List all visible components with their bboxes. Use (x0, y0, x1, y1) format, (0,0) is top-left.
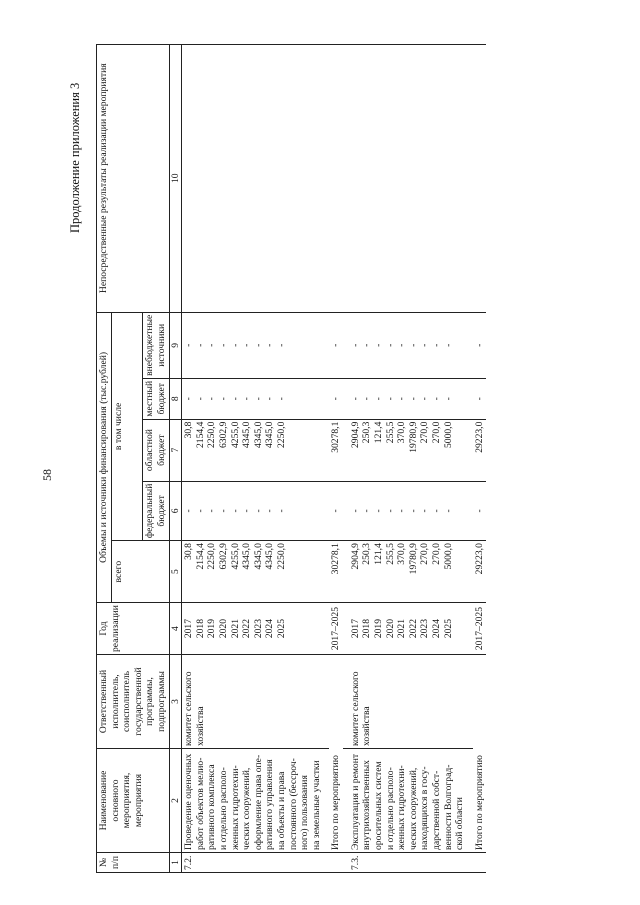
amount: 19780,9 (407, 421, 419, 453)
amount: 2250,0 (206, 421, 218, 448)
amount: - (442, 343, 454, 347)
amount: 4345,0 (264, 543, 276, 570)
amount: - (407, 397, 419, 401)
amount: - (194, 509, 206, 513)
amount: - (275, 397, 287, 401)
amount: - (241, 343, 253, 347)
local-cell (349, 378, 467, 419)
amount: - (241, 397, 253, 401)
text-line: Эксплуатация и ремонт (349, 753, 361, 850)
total-year: 2017–2025 (473, 603, 487, 655)
amount: - (229, 509, 241, 513)
amount: - (183, 397, 195, 401)
amount: 2154,4 (194, 543, 206, 570)
total-year: 2017–2025 (329, 603, 343, 655)
column-index-row (169, 44, 182, 872)
amount: 250,3 (361, 421, 373, 444)
amount: - (419, 343, 431, 347)
table-row (349, 44, 467, 872)
amount: - (194, 397, 206, 401)
text-line: хозяйства (361, 706, 373, 746)
amount: 5000,0 (442, 543, 454, 570)
header-total: всего (111, 541, 169, 603)
header-federal: федеральный бюджет (143, 481, 169, 541)
amount: - (431, 397, 443, 401)
amount: - (384, 343, 396, 347)
amount: 370,0 (396, 421, 408, 444)
amount: 2250,0 (206, 543, 218, 570)
header-row-1 (97, 44, 112, 872)
year: 2022 (241, 618, 253, 639)
amount: - (275, 343, 287, 347)
amount: - (396, 343, 408, 347)
amount: - (407, 343, 419, 347)
amount: - (373, 343, 385, 347)
col-index: 9 (169, 312, 182, 378)
header-funding: Объемы и источники финансирования (тыс.рублей) (97, 312, 112, 602)
year: 2021 (396, 618, 408, 639)
table-row-total (329, 44, 343, 872)
years-cell (182, 603, 324, 655)
year: 2025 (442, 618, 454, 639)
total-extrabudget: - (329, 312, 343, 378)
col-index: 2 (169, 749, 182, 853)
col-index: 3 (169, 655, 182, 749)
col-index: 8 (169, 378, 182, 419)
amount: - (373, 509, 385, 513)
text-line: хозяйства (194, 706, 206, 746)
header-regional: областной бюджет (143, 419, 169, 481)
text-line: ческих сооружений, (241, 767, 253, 850)
amount: - (183, 343, 195, 347)
total-local: - (473, 378, 487, 419)
text-line: постоянного (бессроч- (287, 758, 299, 850)
amount: 270,0 (419, 543, 431, 565)
amount: - (407, 509, 419, 513)
years-cell (349, 603, 467, 655)
amount: 2154,4 (194, 421, 206, 448)
text-line: на объекты и права (275, 771, 287, 850)
text-line: находящихся в госу- (419, 766, 431, 850)
amount: - (396, 397, 408, 401)
amount: - (349, 397, 361, 401)
amount: - (264, 397, 276, 401)
amount: - (206, 509, 218, 513)
amount: - (431, 509, 443, 513)
text-line: комитет сельского (183, 671, 195, 746)
amount: - (252, 397, 264, 401)
year: 2018 (194, 618, 206, 639)
table-row-total (473, 44, 487, 872)
result-cell (182, 44, 324, 312)
amount: - (264, 509, 276, 513)
year: 2017 (183, 618, 195, 639)
amount: 30,8 (183, 421, 195, 439)
col-index: 10 (169, 44, 182, 312)
table-row (182, 44, 324, 872)
text-line: внутрихозяйственных (361, 760, 373, 850)
amount: - (361, 509, 373, 513)
amount: - (361, 343, 373, 347)
row-number: 7.2. (182, 853, 324, 873)
result-cell (349, 44, 467, 312)
amount: 4255,0 (229, 421, 241, 448)
amount: 370,0 (396, 543, 408, 565)
total-local: - (329, 378, 343, 419)
amount: 6302,9 (217, 421, 229, 448)
amount: 270,0 (431, 421, 443, 444)
year: 2023 (419, 618, 431, 639)
text-line: женных гидротехни- (396, 765, 408, 850)
amount: 250,3 (361, 543, 373, 565)
local-cell (182, 378, 324, 419)
amount: - (206, 343, 218, 347)
regional-cell (182, 419, 324, 481)
amount: - (183, 509, 195, 513)
year: 2018 (361, 618, 373, 639)
year: 2023 (252, 618, 264, 639)
amount: - (431, 343, 443, 347)
total-amount: 30278,1 (329, 541, 343, 603)
amount: 4345,0 (252, 543, 264, 570)
amount: 5000,0 (442, 421, 454, 448)
text-line: оросительных систем (373, 761, 385, 850)
text-line: ного) пользования (299, 775, 311, 850)
amount: - (396, 509, 408, 513)
amount: - (373, 397, 385, 401)
amount: 255,5 (384, 421, 396, 444)
amount: 4255,0 (229, 543, 241, 570)
total-extrabudget: - (473, 312, 487, 378)
header-local: местный бюджет (143, 378, 169, 419)
year: 2024 (264, 618, 276, 639)
amount: 6302,9 (217, 543, 229, 570)
col-index: 6 (169, 481, 182, 541)
total-cell (182, 541, 324, 603)
federal-cell (349, 481, 467, 541)
text-line: ческих сооружений, (407, 767, 419, 850)
year: 2020 (384, 618, 396, 639)
amount: - (275, 509, 287, 513)
text-line: ративного комплекса (206, 764, 218, 850)
col-index: 1 (169, 853, 182, 873)
amount: - (252, 509, 264, 513)
amount: - (217, 343, 229, 347)
amount: 121,4 (373, 543, 385, 565)
amount: 2250,0 (275, 421, 287, 448)
amount: - (419, 397, 431, 401)
amount: - (349, 509, 361, 513)
text-line: ской области (454, 797, 466, 850)
amount: 121,4 (373, 421, 385, 444)
amount: - (442, 397, 454, 401)
amount: - (217, 397, 229, 401)
amount: - (349, 343, 361, 347)
appendix-continuation: Продолжение приложения 3 (68, 82, 82, 233)
amount: - (229, 343, 241, 347)
header-including: в том числе (111, 312, 143, 540)
amount: 4345,0 (252, 421, 264, 448)
amount: 2904,9 (349, 543, 361, 570)
amount: - (252, 343, 264, 347)
funding-table (96, 44, 486, 873)
amount: 2904,9 (349, 421, 361, 448)
amount: 2250,0 (275, 543, 287, 570)
total-amount: 29223,0 (473, 541, 487, 603)
year: 2022 (407, 618, 419, 639)
amount: - (442, 509, 454, 513)
col-index: 4 (169, 603, 182, 655)
header-name: Наименование основного мероприятия, мероприятия (97, 749, 170, 853)
amount: 255,5 (384, 543, 396, 565)
responsible (349, 655, 467, 749)
text-line: Проведение оценочных (183, 753, 195, 850)
amount: - (241, 509, 253, 513)
responsible (182, 655, 324, 749)
text-line: и отдельно располо- (217, 767, 229, 850)
year: 2024 (431, 618, 443, 639)
year: 2019 (373, 618, 385, 639)
header-no: № п/п (97, 853, 170, 873)
federal-cell (182, 481, 324, 541)
total-regional: 29223,0 (473, 419, 487, 481)
measure-name (349, 749, 467, 853)
col-index: 5 (169, 541, 182, 603)
total-cell (349, 541, 467, 603)
header-results: Непосредственные результаты реализации мероприятия (97, 44, 170, 312)
extrabudget-cell (182, 312, 324, 378)
row-number: 7.3. (349, 853, 467, 873)
extrabudget-cell (349, 312, 467, 378)
measure-name (182, 749, 324, 853)
amount: - (384, 397, 396, 401)
total-label: Итого по мероприятию (329, 655, 343, 853)
total-regional: 30278,1 (329, 419, 343, 481)
amount: - (206, 397, 218, 401)
text-line: ративного управления (264, 759, 276, 850)
amount: 270,0 (419, 421, 431, 444)
amount: - (194, 343, 206, 347)
amount: - (264, 343, 276, 347)
col-index: 7 (169, 419, 182, 481)
total-federal: - (329, 481, 343, 541)
page-number: 58 (40, 469, 54, 481)
text-line: венности Волгоград- (442, 764, 454, 850)
total-federal: - (473, 481, 487, 541)
text-line: дарственной собст- (431, 770, 443, 850)
amount: 4345,0 (241, 421, 253, 448)
amount: 30,8 (183, 543, 195, 560)
text-line: оформление права опе- (252, 754, 264, 850)
year: 2017 (349, 618, 361, 639)
header-responsible: Ответственный исполнитель, соисполнитель государственной программы, подпрограммы (97, 655, 170, 749)
amount: 19780,9 (407, 543, 419, 575)
amount: 4345,0 (264, 421, 276, 448)
text-line: и отдельно располо- (384, 767, 396, 850)
text-line: на земельные участки (310, 760, 322, 850)
year: 2020 (217, 618, 229, 639)
year: 2025 (275, 618, 287, 639)
amount: - (361, 397, 373, 401)
total-label: Итого по мероприятию (473, 655, 487, 853)
header-year: Год реализации (97, 603, 170, 655)
amount: 270,0 (431, 543, 443, 565)
amount: - (419, 509, 431, 513)
amount: - (384, 509, 396, 513)
year: 2019 (206, 618, 218, 639)
amount: - (229, 397, 241, 401)
amount: 4345,0 (241, 543, 253, 570)
regional-cell (349, 419, 467, 481)
header-extrabudget: внебюджетные источники (143, 312, 169, 378)
amount: - (217, 509, 229, 513)
year: 2021 (229, 618, 241, 639)
text-line: комитет сельского (349, 671, 361, 746)
text-line: женных гидротехни- (229, 765, 241, 850)
text-line: работ объектов мелио- (194, 757, 206, 850)
